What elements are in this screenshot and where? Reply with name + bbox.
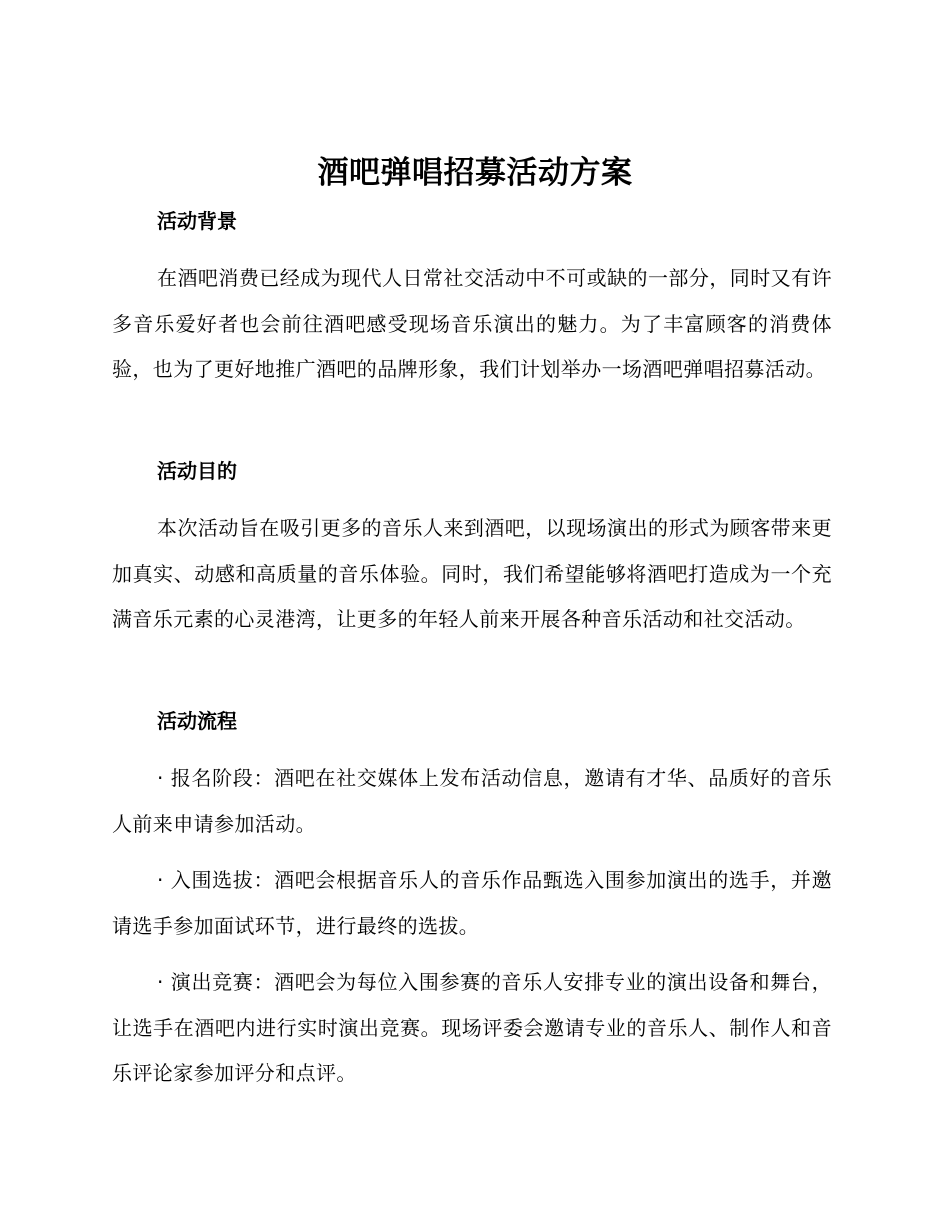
paragraph-purpose: 本次活动旨在吸引更多的音乐人来到酒吧，以现场演出的形式为顾客带来更加真实、动感和高质量的音乐体验。同时，我们希望能够将酒吧打造成为一个充满音乐元素的心灵港湾，让更多的年轻人前来开展各种音乐活动和社交活动。 xyxy=(112,516,832,631)
section-heading-process: 活动流程 xyxy=(157,709,237,733)
section-heading-purpose: 活动目的 xyxy=(157,459,237,483)
list-item-registration: · 报名阶段：酒吧在社交媒体上发布活动信息，邀请有才华、品质好的音乐人前来申请参加活动。 xyxy=(112,766,832,836)
list-item-competition: · 演出竞赛：酒吧会为每位入围参赛的音乐人安排专业的演出设备和舞台，让选手在酒吧内进行实时演出竞赛。现场评委会邀请专业的音乐人、制作人和音乐评论家参加评分和点评。 xyxy=(112,970,832,1085)
paragraph-background: 在酒吧消费已经成为现代人日常社交活动中不可或缺的一部分，同时又有许多音乐爱好者也会前往酒吧感受现场音乐演出的魅力。为了丰富顾客的消费体验，也为了更好地推广酒吧的品牌形象，我们计划举办一场酒吧弹唱招募活动。 xyxy=(112,266,832,381)
list-item-selection: · 入围选拔：酒吧会根据音乐人的音乐作品甄选入围参加演出的选手，并邀请选手参加面试环节，进行最终的选拔。 xyxy=(112,868,832,938)
document-title: 酒吧弹唱招募活动方案 xyxy=(317,155,633,191)
section-heading-background: 活动背景 xyxy=(157,209,237,233)
